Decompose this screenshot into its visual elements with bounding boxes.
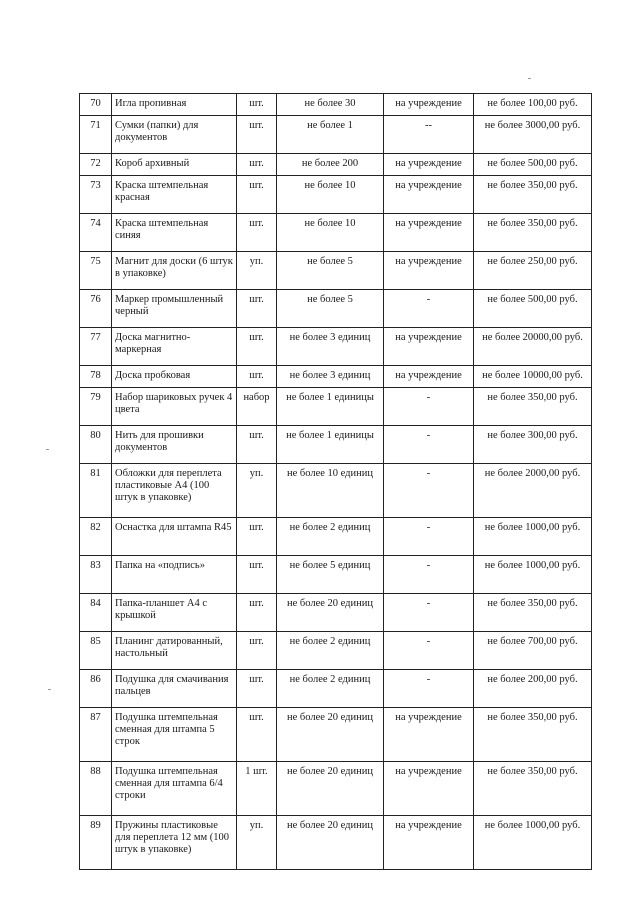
unit-of-measure: уп. <box>237 464 277 518</box>
quantity-limit: не более 1 <box>277 116 384 154</box>
quantity-limit: не более 200 <box>277 154 384 176</box>
scan-speck <box>48 689 51 690</box>
quantity-limit: не более 5 <box>277 290 384 328</box>
row-number: 77 <box>80 328 112 366</box>
norm-scope: -- <box>384 116 474 154</box>
table-row <box>80 762 592 816</box>
quantity-limit: не более 20 единиц <box>277 762 384 816</box>
row-number: 86 <box>80 670 112 708</box>
scan-speck <box>528 78 531 79</box>
unit-of-measure: шт. <box>237 670 277 708</box>
unit-of-measure: набор <box>237 388 277 426</box>
item-name: Доска магнитно-маркерная <box>112 328 237 366</box>
table-row <box>80 426 592 464</box>
item-name: Маркер промышленный черный <box>112 290 237 328</box>
norm-scope: на учреждение <box>384 252 474 290</box>
price-limit: не более 2000,00 руб. <box>474 464 592 518</box>
table-row <box>80 116 592 154</box>
table-row <box>80 366 592 388</box>
quantity-limit: не более 30 <box>277 94 384 116</box>
table-row <box>80 388 592 426</box>
table-row <box>80 252 592 290</box>
price-limit: не более 1000,00 руб. <box>474 816 592 870</box>
quantity-limit: не более 10 единиц <box>277 464 384 518</box>
quantity-limit: не более 1 единицы <box>277 426 384 464</box>
norm-scope: на учреждение <box>384 708 474 762</box>
table-row <box>80 632 592 670</box>
norm-scope: на учреждение <box>384 154 474 176</box>
item-name: Доска пробковая <box>112 366 237 388</box>
unit-of-measure: шт. <box>237 176 277 214</box>
price-limit: не более 350,00 руб. <box>474 594 592 632</box>
price-limit: не более 300,00 руб. <box>474 426 592 464</box>
unit-of-measure: шт. <box>237 94 277 116</box>
row-number: 79 <box>80 388 112 426</box>
unit-of-measure: шт. <box>237 518 277 556</box>
row-number: 81 <box>80 464 112 518</box>
table-row <box>80 464 592 518</box>
unit-of-measure: шт. <box>237 426 277 464</box>
price-limit: не более 100,00 руб. <box>474 94 592 116</box>
table-row <box>80 328 592 366</box>
price-limit: не более 350,00 руб. <box>474 708 592 762</box>
unit-of-measure: шт. <box>237 708 277 762</box>
unit-of-measure: шт. <box>237 556 277 594</box>
price-limit: не более 1000,00 руб. <box>474 518 592 556</box>
row-number: 72 <box>80 154 112 176</box>
price-limit: не более 1000,00 руб. <box>474 556 592 594</box>
item-name: Нить для прошивки документов <box>112 426 237 464</box>
norm-scope: на учреждение <box>384 176 474 214</box>
norm-scope: - <box>384 464 474 518</box>
table-row <box>80 176 592 214</box>
unit-of-measure: уп. <box>237 816 277 870</box>
norm-scope: - <box>384 388 474 426</box>
item-name: Подушка штемпельная сменная для штампа 5 строк <box>112 708 237 762</box>
table-row <box>80 94 592 116</box>
price-limit: не более 500,00 руб. <box>474 154 592 176</box>
table-row <box>80 670 592 708</box>
table-row <box>80 594 592 632</box>
norm-scope: - <box>384 518 474 556</box>
quantity-limit: не более 2 единиц <box>277 632 384 670</box>
item-name: Пружины пластиковые для переплета 12 мм (100 штук в упаковке) <box>112 816 237 870</box>
item-name: Краска штемпельная синяя <box>112 214 237 252</box>
price-limit: не более 700,00 руб. <box>474 632 592 670</box>
item-name: Обложки для переплета пластиковые А4 (100 штук в упаковке) <box>112 464 237 518</box>
row-number: 82 <box>80 518 112 556</box>
quantity-limit: не более 3 единиц <box>277 366 384 388</box>
table-row <box>80 556 592 594</box>
norm-scope: на учреждение <box>384 366 474 388</box>
price-limit: не более 3000,00 руб. <box>474 116 592 154</box>
unit-of-measure: уп. <box>237 252 277 290</box>
unit-of-measure: шт. <box>237 632 277 670</box>
row-number: 85 <box>80 632 112 670</box>
norm-scope: - <box>384 632 474 670</box>
row-number: 88 <box>80 762 112 816</box>
unit-of-measure: шт. <box>237 116 277 154</box>
item-name: Сумки (папки) для документов <box>112 116 237 154</box>
norm-scope: - <box>384 594 474 632</box>
item-name: Краска штемпельная красная <box>112 176 237 214</box>
row-number: 87 <box>80 708 112 762</box>
norm-scope: на учреждение <box>384 328 474 366</box>
row-number: 76 <box>80 290 112 328</box>
item-name: Папка-планшет А4 с крышкой <box>112 594 237 632</box>
quantity-limit: не более 10 <box>277 176 384 214</box>
quantity-limit: не более 1 единицы <box>277 388 384 426</box>
item-name: Подушка для смачивания пальцев <box>112 670 237 708</box>
unit-of-measure: шт. <box>237 214 277 252</box>
norm-scope: - <box>384 290 474 328</box>
unit-of-measure: шт. <box>237 328 277 366</box>
item-name: Набор шариковых ручек 4 цвета <box>112 388 237 426</box>
row-number: 83 <box>80 556 112 594</box>
quantity-limit: не более 20 единиц <box>277 708 384 762</box>
norm-scope: - <box>384 426 474 464</box>
price-limit: не более 250,00 руб. <box>474 252 592 290</box>
price-limit: не более 500,00 руб. <box>474 290 592 328</box>
unit-of-measure: 1 шт. <box>237 762 277 816</box>
quantity-limit: не более 20 единиц <box>277 816 384 870</box>
row-number: 84 <box>80 594 112 632</box>
row-number: 75 <box>80 252 112 290</box>
supplies-table <box>79 93 592 870</box>
quantity-limit: не более 3 единиц <box>277 328 384 366</box>
quantity-limit: не более 2 единиц <box>277 670 384 708</box>
quantity-limit: не более 10 <box>277 214 384 252</box>
quantity-limit: не более 5 <box>277 252 384 290</box>
unit-of-measure: шт. <box>237 290 277 328</box>
norm-scope: на учреждение <box>384 762 474 816</box>
table-row <box>80 518 592 556</box>
row-number: 74 <box>80 214 112 252</box>
table-row <box>80 816 592 870</box>
price-limit: не более 350,00 руб. <box>474 388 592 426</box>
row-number: 78 <box>80 366 112 388</box>
item-name: Оснастка для штампа R45 <box>112 518 237 556</box>
price-limit: не более 350,00 руб. <box>474 762 592 816</box>
norm-scope: на учреждение <box>384 214 474 252</box>
unit-of-measure: шт. <box>237 594 277 632</box>
table-body <box>80 94 592 870</box>
row-number: 89 <box>80 816 112 870</box>
item-name: Папка на «подпись» <box>112 556 237 594</box>
price-limit: не более 10000,00 руб. <box>474 366 592 388</box>
table-row <box>80 290 592 328</box>
norm-scope: на учреждение <box>384 94 474 116</box>
item-name: Игла пропивная <box>112 94 237 116</box>
quantity-limit: не более 2 единиц <box>277 518 384 556</box>
row-number: 73 <box>80 176 112 214</box>
item-name: Подушка штемпельная сменная для штампа 6/4 строки <box>112 762 237 816</box>
unit-of-measure: шт. <box>237 154 277 176</box>
scan-speck <box>46 449 49 450</box>
row-number: 70 <box>80 94 112 116</box>
price-limit: не более 20000,00 руб. <box>474 328 592 366</box>
unit-of-measure: шт. <box>237 366 277 388</box>
quantity-limit: не более 5 единиц <box>277 556 384 594</box>
item-name: Магнит для доски (6 штук в упаковке) <box>112 252 237 290</box>
price-limit: не более 200,00 руб. <box>474 670 592 708</box>
table-row <box>80 214 592 252</box>
table-row <box>80 708 592 762</box>
quantity-limit: не более 20 единиц <box>277 594 384 632</box>
price-limit: не более 350,00 руб. <box>474 176 592 214</box>
norm-scope: на учреждение <box>384 816 474 870</box>
row-number: 71 <box>80 116 112 154</box>
norm-scope: - <box>384 556 474 594</box>
price-limit: не более 350,00 руб. <box>474 214 592 252</box>
item-name: Планинг датированный, настольный <box>112 632 237 670</box>
norm-scope: - <box>384 670 474 708</box>
item-name: Короб архивный <box>112 154 237 176</box>
table-row <box>80 154 592 176</box>
row-number: 80 <box>80 426 112 464</box>
